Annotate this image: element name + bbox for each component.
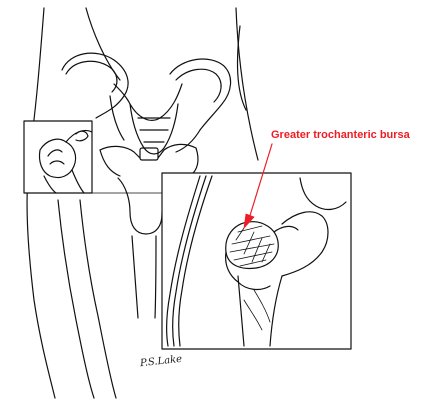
bursa-detail-inset: [162, 173, 351, 349]
artist-signature: P.S.Lake: [139, 353, 183, 370]
callout-label: Greater trochanteric bursa: [271, 129, 410, 141]
femur-left: [58, 200, 116, 398]
inset-location-box: [24, 121, 92, 193]
